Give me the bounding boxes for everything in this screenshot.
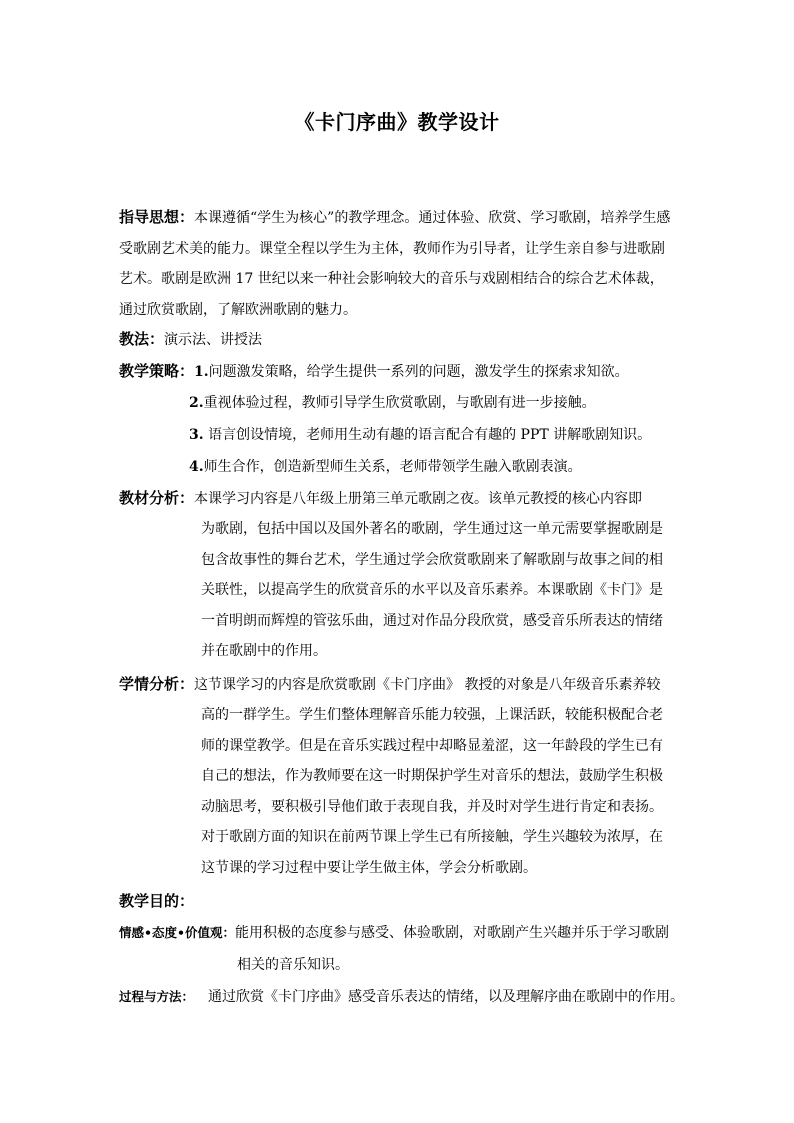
process-label: 过程与方法：	[119, 989, 195, 1004]
strategy-num: 1.	[194, 364, 209, 380]
emotion-text-line1: 能用积极的态度参与感受、体验歌剧，对歌剧产生兴趣并乐于学习歌剧	[234, 925, 669, 941]
learner-text-line1: 这节课学习的内容是欣赏歌剧《卡门序曲》 教授的对象是八年级音乐素养较	[194, 677, 661, 693]
method-label: 教法：	[119, 330, 165, 348]
emotion-label: 情感•态度•价值观：	[119, 925, 235, 940]
objective-process	[119, 982, 684, 1013]
emotion-text-rest: 相关的音乐知识。	[237, 957, 349, 973]
page-title: 《卡门序曲》教学设计	[294, 110, 500, 134]
strategy-text: 师生合作，创造新型师生关系，老师带领学生融入歌剧表演。	[203, 459, 582, 475]
learner-first-line	[119, 669, 660, 701]
guiding-section	[119, 202, 675, 325]
guiding-label: 指导思想：	[119, 208, 195, 226]
strategy-text: 语言创设情境，老师用生动有趣的语言配合有趣的 PPT 讲解歌剧知识。	[203, 427, 652, 443]
method-text: 演示法、讲授法	[164, 332, 263, 348]
guiding-text: 本课遵循“学生为核心”的教学理念。通过体验、欣赏、学习歌剧，培养学生感受歌剧艺术美的能力。课堂全程以学生为主体，教师作为引导者，让学生亲自参与进歌剧艺术。歌剧是欧洲 17 世纪以来一种社会影响较大的音乐与戏剧相结合的综合艺术体裁，通过欣赏歌剧，了解欧洲歌剧的魅力。	[119, 210, 671, 318]
learner-label: 学情分析：	[119, 675, 195, 693]
objective-emotion-cont	[237, 950, 349, 981]
strategy-item-2	[189, 388, 596, 419]
strategy-text: 问题激发策略，给学生提供一系列的问题，激发学生的探索求知欲。	[208, 364, 629, 380]
material-first-line	[119, 483, 642, 515]
objectives-label: 教学目的：	[119, 892, 195, 910]
method-section	[119, 324, 262, 356]
strategy-num: 2.	[189, 395, 204, 411]
strategy-num: 3.	[189, 427, 204, 443]
material-text-line1: 本课学习内容是八年级上册第三单元歌剧之夜。该单元教授的核心内容即	[194, 491, 643, 507]
objective-emotion	[119, 918, 669, 949]
objectives-heading	[119, 886, 194, 918]
material-label: 教材分析：	[119, 489, 195, 507]
learner-text-rest: 高的一群学生。学生们整体理解音乐能力较强，上课活跃，较能积极配合老师的课堂教学。但是在音乐实践过程中却略显羞涩，这一年龄段的学生已有自己的想法，作为教师要在这一时期保护学生对音乐的想法，鼓励学生积极动脑思考，要积极引导他们敢于表现自我，并及时对学生进行肯定和表扬。对于歌剧方面的知识在前两节课上学生已有所接触，学生兴趣较为浓厚，在这节课的学习过程中要让学生做主体，学会分析歌剧。	[201, 707, 663, 876]
strategy-item-1	[119, 356, 629, 388]
strategy-text: 重视体验过程，教师引导学生欣赏歌剧，与歌剧有进一步接触。	[203, 395, 596, 411]
strategy-item-3	[189, 420, 651, 451]
process-text: 通过欣赏《卡门序曲》感受音乐表达的情绪，以及理解序曲在歌剧中的作用。	[208, 989, 685, 1005]
strategy-item-4	[189, 452, 582, 483]
strategy-label: 教学策略：	[119, 362, 195, 380]
material-text-rest: 为歌剧，包括中国以及国外著名的歌剧，学生通过这一单元需要掌握歌剧是包含故事性的舞台艺术，学生通过学会欣赏歌剧来了解歌剧与故事之间的相关联性，以提高学生的欣赏音乐的水平以及音乐素养。本课歌剧《卡门》是一首明朗而辉煌的管弦乐曲，通过对作品分段欣赏，感受音乐所表达的情绪并在歌剧中的作用。	[201, 521, 663, 659]
strategy-num: 4.	[189, 459, 204, 475]
